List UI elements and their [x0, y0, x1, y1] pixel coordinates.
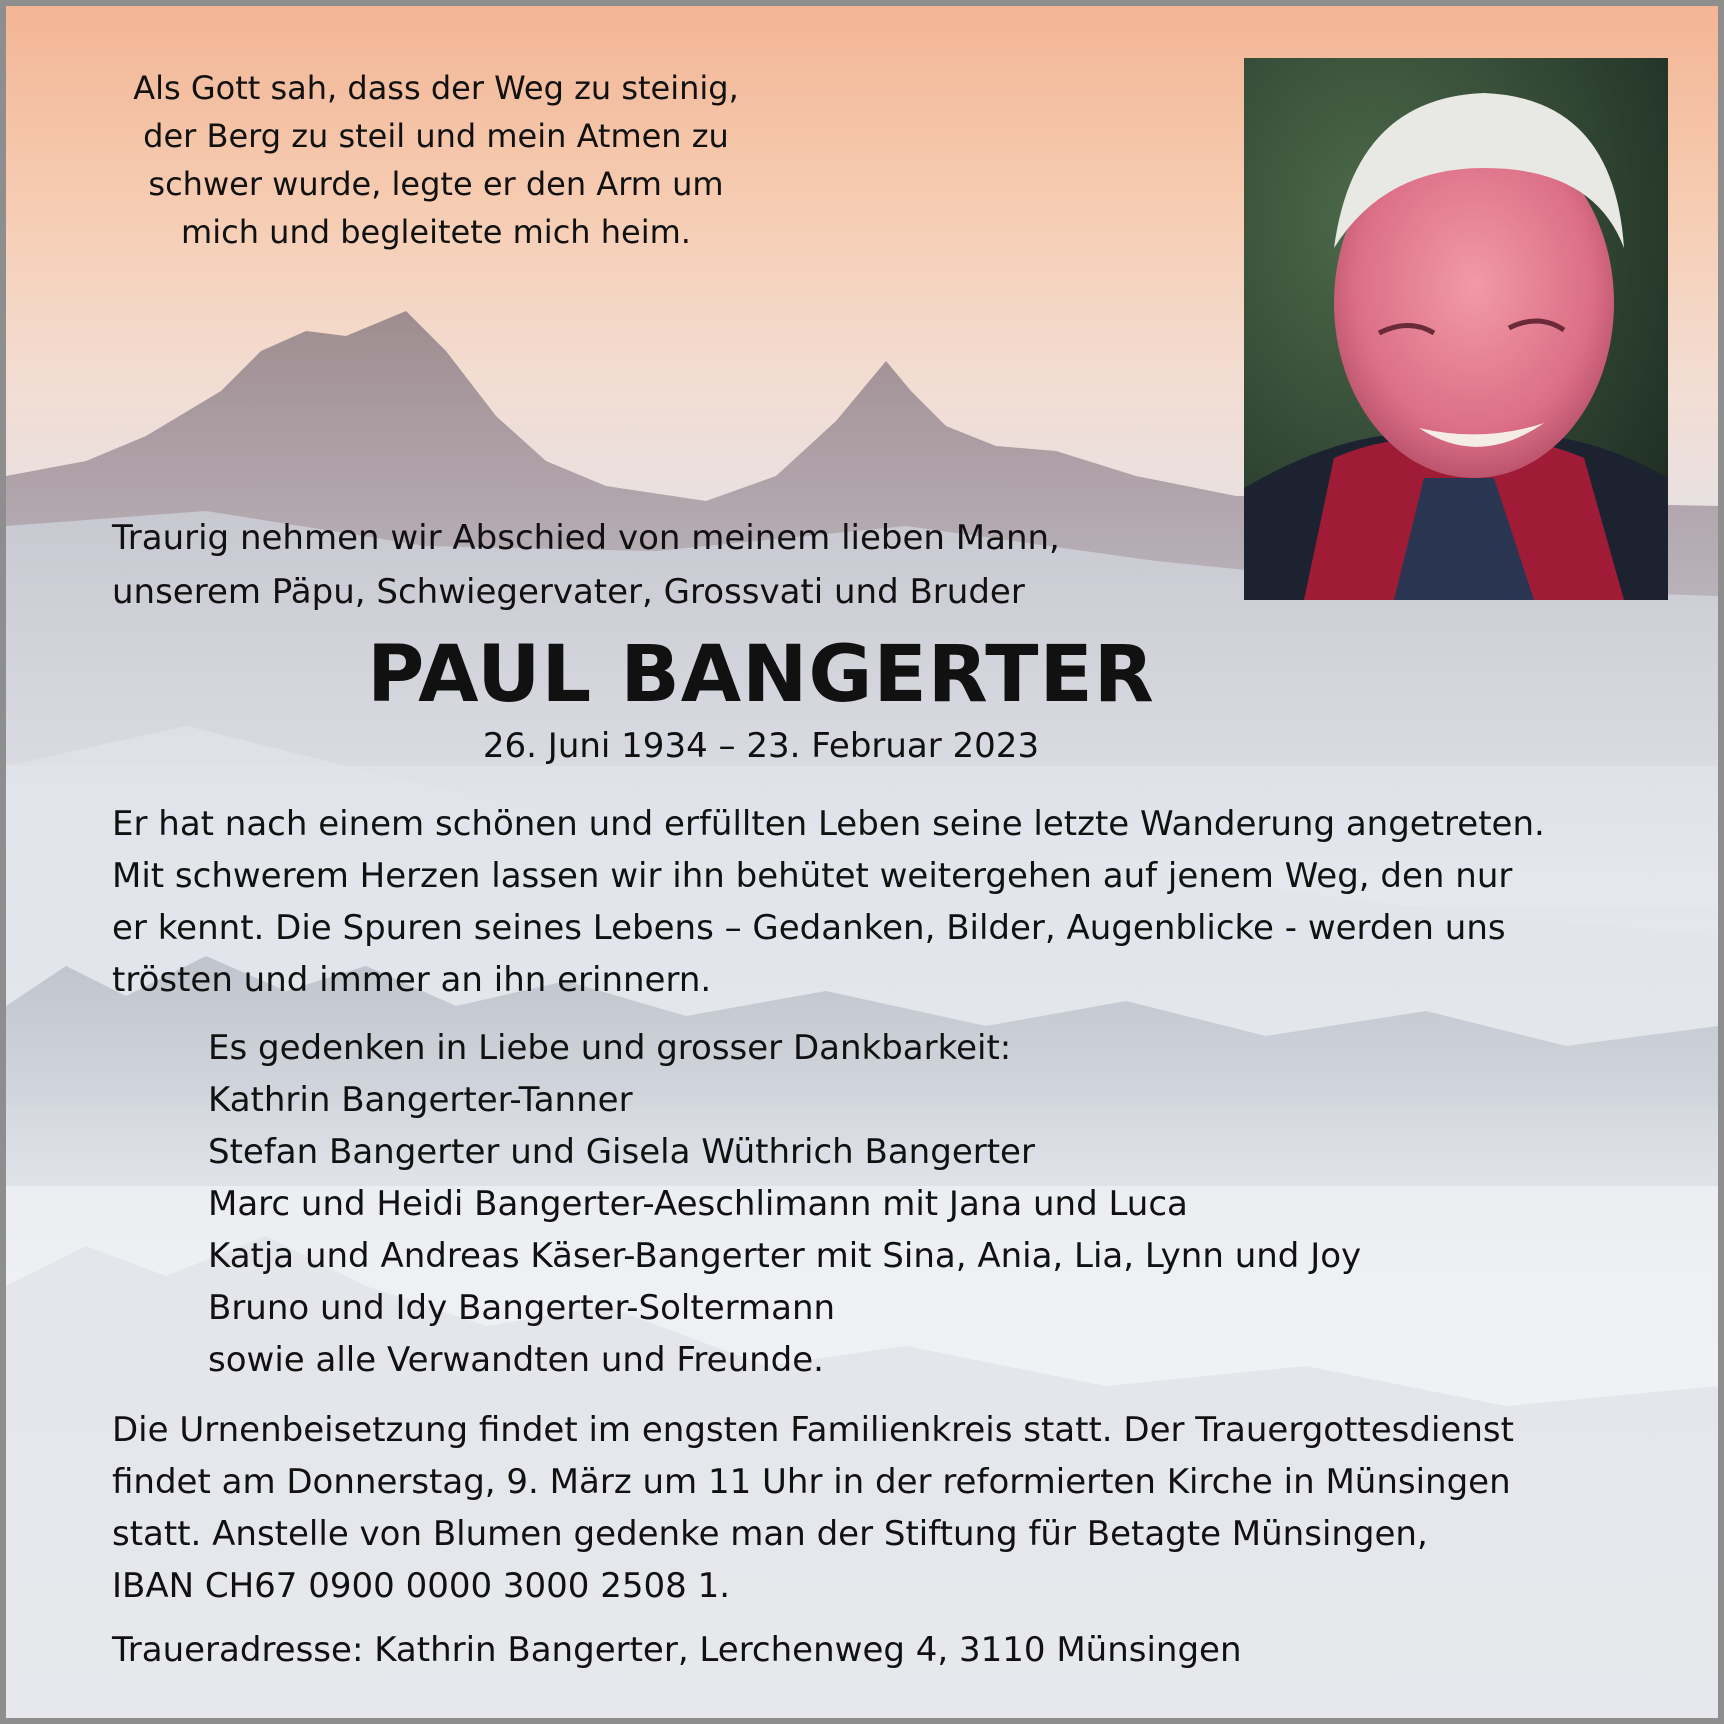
mourning-address: Traueradresse: Kathrin Bangerter, Lerchenweg 4, 3110 Münsingen — [112, 1630, 1242, 1670]
memorial-line: er kennt. Die Spuren seines Lebens – Gedanken, Bilder, Augenblicke - werden uns — [112, 908, 1506, 948]
mourners-heading: Es gedenken in Liebe und grosser Dankbarkeit: — [208, 1028, 1012, 1068]
mourner-entry: sowie alle Verwandten und Freunde. — [208, 1340, 824, 1380]
deceased-name: PAUL BANGERTER — [367, 630, 1155, 720]
verse-line: mich und begleitete mich heim. — [181, 213, 691, 251]
service-line: Die Urnenbeisetzung findet im engsten Familienkreis statt. Der Trauergottesdienst — [112, 1410, 1514, 1450]
intro-text — [112, 511, 1060, 619]
verse-line: schwer wurde, legte er den Arm um — [148, 165, 724, 203]
life-dates: 26. Juni 1934 – 23. Februar 2023 — [482, 726, 1040, 766]
verse — [86, 64, 786, 256]
service-line: findet am Donnerstag, 9. März um 11 Uhr in der reformierten Kirche in Münsingen — [112, 1462, 1511, 1502]
mourner-entry: Bruno und Idy Bangerter-Soltermann — [208, 1288, 836, 1328]
mourners-list — [208, 1022, 1361, 1386]
memorial-line: trösten und immer an ihn erinnern. — [112, 960, 712, 1000]
intro-line: Traurig nehmen wir Abschied von meinem lieben Mann, — [112, 518, 1060, 558]
memorial-line: Mit schwerem Herzen lassen wir ihn behütet weitergehen auf jenem Weg, den nur — [112, 856, 1513, 896]
service-line: statt. Anstelle von Blumen gedenke man der Stiftung für Betagte Münsingen, — [112, 1514, 1428, 1554]
verse-line: der Berg zu steil und mein Atmen zu — [143, 117, 729, 155]
mourner-entry: Stefan Bangerter und Gisela Wüthrich Bangerter — [208, 1132, 1035, 1172]
mourner-entry: Katja und Andreas Käser-Bangerter mit Sina, Ania, Lia, Lynn und Joy — [208, 1236, 1362, 1276]
mourner-entry: Marc und Heidi Bangerter-Aeschlimann mit Jana und Luca — [208, 1184, 1188, 1224]
memorial-text — [112, 798, 1692, 1006]
service-line: IBAN CH67 0900 0000 3000 2508 1. — [112, 1566, 731, 1606]
verse-line: Als Gott sah, dass der Weg zu steinig, — [133, 69, 739, 107]
intro-line: unserem Päpu, Schwiegervater, Grossvati und Bruder — [112, 572, 1025, 612]
memorial-line: Er hat nach einem schönen und erfüllten Leben seine letzte Wanderung angetreten. — [112, 804, 1545, 844]
service-info — [112, 1404, 1514, 1612]
portrait-photo — [1244, 58, 1668, 600]
mourner-entry: Kathrin Bangerter-Tanner — [208, 1080, 633, 1120]
